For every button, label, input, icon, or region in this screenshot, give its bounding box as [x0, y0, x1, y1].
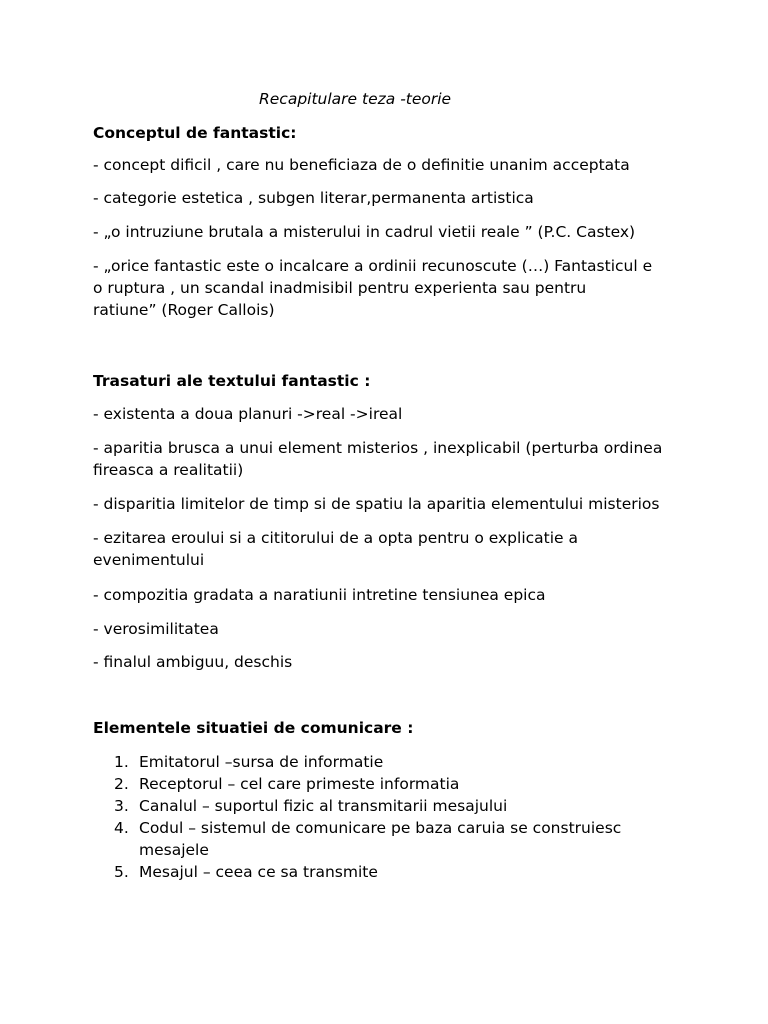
- list-item: [114, 795, 713, 817]
- list-item: [114, 773, 713, 795]
- paragraph: [93, 221, 713, 243]
- paragraph: [93, 584, 713, 606]
- list-number: 5.: [114, 863, 129, 881]
- section-heading: Trasaturi ale textului fantastic :: [93, 372, 371, 390]
- paragraph-text: - ezitarea eroului si a cititorului de a opta pentru o explicatie a evenimentului: [93, 529, 578, 569]
- paragraph: [93, 618, 713, 640]
- paragraph: [93, 154, 713, 176]
- numbered-list: [93, 751, 713, 883]
- list-item: [114, 751, 713, 773]
- paragraph-text: - concept dificil , care nu beneficiaza de o definitie unanim acceptata: [93, 156, 630, 174]
- paragraph-text: - existenta a doua planuri ->real ->ireal: [93, 405, 403, 423]
- section-fantastic-traits: [93, 370, 713, 392]
- section-fantastic-concept: [93, 122, 713, 144]
- paragraph: [93, 437, 668, 481]
- paragraph: [93, 493, 713, 515]
- document-title: Recapitulare teza -teorie: [259, 90, 452, 108]
- list-item-text: Canalul – suportul fizic al transmitarii mesajului: [139, 797, 508, 815]
- paragraph: [93, 255, 653, 321]
- paragraph: [93, 187, 713, 209]
- paragraph: [93, 651, 713, 673]
- section-communication-elements: [93, 717, 713, 739]
- paragraph-text: - „orice fantastic este o incalcare a ordinii recunoscute (…) Fantasticul e o ruptura , un scandal inadmisibil pentru experienta sau pentru ratiune” (Roger Callois): [93, 257, 653, 319]
- paragraph-text: - aparitia brusca a unui element misterios , inexplicabil (perturba ordinea fireasca a realitatii): [93, 439, 663, 479]
- section-heading: Conceptul de fantastic:: [93, 124, 297, 142]
- paragraph-text: - compozitia gradata a naratiunii intretine tensiunea epica: [93, 586, 546, 604]
- paragraph-text: - finalul ambiguu, deschis: [93, 653, 293, 671]
- list-number: 2.: [114, 775, 129, 793]
- paragraph: [93, 527, 613, 571]
- paragraph: [93, 403, 713, 425]
- paragraph-text: - disparitia limitelor de timp si de spatiu la aparitia elementului misterios: [93, 495, 660, 513]
- list-item-text: Emitatorul –sursa de informatie: [139, 753, 384, 771]
- section-heading: Elementele situatiei de comunicare :: [93, 719, 414, 737]
- paragraph-text: - „o intruziune brutala a misterului in cadrul vietii reale ” (P.C. Castex): [93, 223, 636, 241]
- list-item: [114, 817, 659, 861]
- list-item-text: Mesajul – ceea ce sa transmite: [139, 863, 378, 881]
- list-number: 1.: [114, 753, 129, 771]
- list-number: 4.: [114, 819, 129, 837]
- list-item: [114, 861, 713, 883]
- list-number: 3.: [114, 797, 129, 815]
- paragraph-text: - verosimilitatea: [93, 620, 219, 638]
- list-item-text: Codul – sistemul de comunicare pe baza caruia se construiesc mesajele: [139, 819, 622, 859]
- paragraph-text: - categorie estetica , subgen literar,permanenta artistica: [93, 189, 534, 207]
- list-item-text: Receptorul – cel care primeste informatia: [139, 775, 460, 793]
